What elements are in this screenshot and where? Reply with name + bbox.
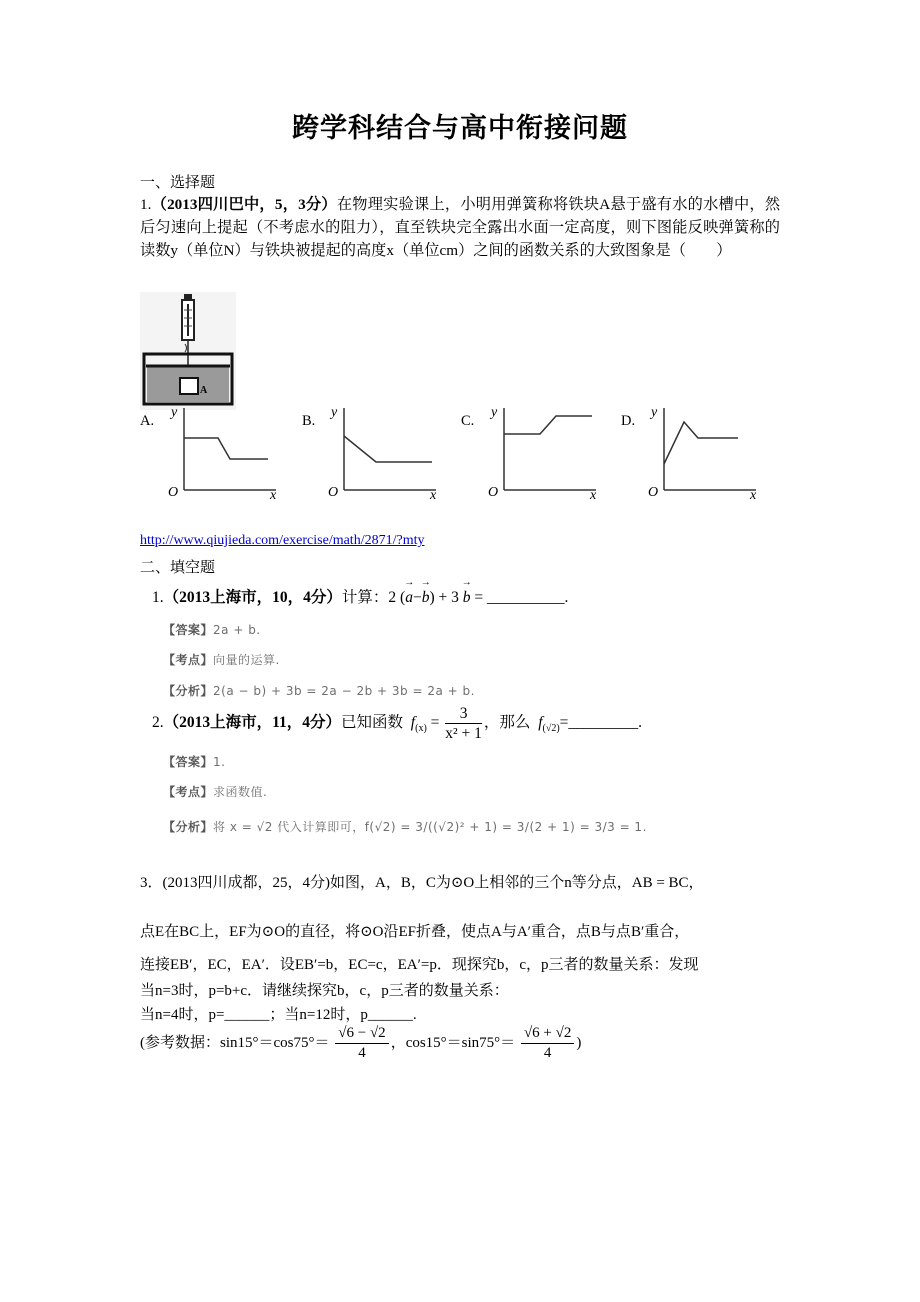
reference-mid: ，cos15°＝sin75°＝ [390, 1034, 516, 1051]
graph-option-a [164, 402, 284, 502]
reference-suffix: ) [576, 1034, 582, 1051]
graph-option-c [484, 402, 604, 502]
analysis-tag: 【分析】 [163, 820, 214, 834]
y-axis-label: y [491, 405, 498, 420]
origin-label: O [488, 485, 499, 500]
answer-blank-2: =_________. [559, 714, 643, 732]
y-axis-label: y [651, 405, 658, 420]
question-1-text: 在物理实验课上，小明用弹簧称将铁块A悬于盛有水的水槽中，然后匀速向上提起（不考虑水的阻力），直至铁块完全露出水面一定高度，则下图能反映弹簧称的读数y（单位N）与铁块被提起的高度x（单位cm）之间的函数关系的大致图象是（ ） [140, 196, 781, 259]
fq2-answer [163, 753, 225, 770]
point-text: 向量的运算. [213, 653, 280, 667]
section-heading-choice: 一、选择题 [140, 175, 216, 191]
equals-sign: = [474, 589, 484, 606]
question-1 [140, 193, 780, 262]
answer-tag: 【答案】 [163, 623, 214, 637]
question-1-number: 1. [140, 196, 152, 213]
block-label: A [200, 385, 208, 396]
vector-a: → a [405, 589, 413, 607]
page-title: 跨学科结合与高中衔接问题 [292, 113, 628, 143]
reference-prefix: (参考数据：sin15°＝cos75°＝ [140, 1034, 330, 1051]
function-fraction [445, 704, 482, 743]
fraction-denominator: x² + 1 [445, 725, 482, 742]
fill-question-1-number: 1. [152, 589, 164, 606]
fq1-answer [163, 621, 261, 638]
reference-data [140, 1024, 581, 1063]
fill-question-2-prefix: 已知函数 [341, 714, 404, 732]
fill-question-2-then: ，那么 [483, 714, 531, 732]
option-c-label: C. [461, 413, 475, 429]
option-a-label: A. [140, 413, 155, 429]
answer-text: 2a + b. [213, 623, 261, 637]
point-tag: 【考点】 [163, 653, 214, 667]
reference-fraction-1 [335, 1024, 388, 1063]
minus-sign: − [412, 589, 422, 606]
analysis-tag: 【分析】 [163, 684, 214, 698]
y-axis-label: y [171, 405, 178, 420]
point-text: 求函数值. [213, 785, 268, 799]
equals-sign: = [430, 714, 440, 732]
analysis-text: 2(a − b) + 3b = 2a − 2b + 3b = 2a + b. [213, 684, 475, 698]
origin-label: O [648, 485, 659, 500]
x-axis-label: x [590, 488, 597, 502]
question-3-line-5: 当n=4时，p=______；当n=12时，p______. [140, 1007, 417, 1023]
origin-label: O [328, 485, 339, 500]
vector-b-2: → b [463, 589, 471, 607]
fraction-numerator: √6 − √2 [335, 1024, 388, 1044]
fq1-analysis [163, 682, 475, 699]
y-axis-label: y [331, 405, 338, 420]
option-b-label: B. [302, 413, 316, 429]
answer-text: 1. [213, 755, 226, 769]
analysis-text: 将 x = √2 代入计算即可，f(√2) = 3/((√2)² + 1) = 3/(2 + 1) = 3/3 = 1. [213, 820, 647, 834]
origin-label: O [168, 485, 179, 500]
subscript-root2: (√2) [542, 723, 560, 735]
subscript-x: (x) [415, 723, 427, 735]
fill-question-2 [152, 704, 642, 743]
question-3-line-3: 连接EB′，EC，EA′．设EB′=b，EC=c，EA′=p．现探究b，c，p三者的数量关系：发现 [140, 957, 699, 973]
fraction-numerator: 3 [445, 704, 482, 724]
question-3-line-2: 点E在BC上，EF为⊙O的直径，将⊙O沿EF折叠，使点A与A′重合，点B与点B′重合， [140, 924, 690, 940]
fq2-point [163, 783, 267, 800]
fill-question-2-source: （2013上海市，11，4分） [163, 714, 342, 732]
function-f-2: f [538, 714, 543, 732]
reference-fraction-2 [521, 1024, 574, 1063]
fraction-numerator: √6 + √2 [521, 1024, 574, 1044]
fq1-point [163, 651, 280, 668]
section-heading-fill: 二、填空题 [140, 560, 216, 576]
fraction-denominator: 4 [543, 1045, 552, 1061]
option-d-label: D. [621, 413, 636, 429]
fq2-analysis [163, 818, 647, 835]
spring-scale-figure [140, 292, 236, 410]
x-axis-label: x [430, 488, 437, 502]
answer-blank: __________. [487, 589, 569, 606]
fill-question-1-prefix: 计算：2 [341, 589, 397, 606]
fill-question-1-mid: + 3 [438, 589, 459, 606]
question-1-source: （2013四川巴中，5，3分） [151, 196, 337, 213]
point-tag: 【考点】 [163, 785, 214, 799]
vector-b: → b [422, 589, 430, 607]
answer-tag: 【答案】 [163, 755, 214, 769]
fill-question-1-source: （2013上海市，10，4分） [163, 589, 342, 606]
graph-option-d [644, 402, 764, 502]
graph-option-b [324, 402, 444, 502]
fill-question-2-number: 2. [152, 714, 164, 732]
x-axis-label: x [270, 488, 277, 502]
question-3-line-4: 当n=3时，p=b+c．请继续探究b，c，p三者的数量关系： [140, 983, 509, 999]
question-3-line-1: 3．(2013四川成都，25，4分)如图，A，B，C为⊙O上相邻的三个n等分点，AB = BC， [140, 875, 704, 891]
function-f: f [410, 714, 416, 732]
source-link[interactable]: http://www.qiujieda.com/exercise/math/2871/?mty [140, 533, 425, 548]
fraction-denominator: 4 [358, 1045, 366, 1061]
fill-question-1: 1.（2013上海市，10，4分）计算：2 (→ a−→ b) + 3 → b = __________. [152, 585, 568, 607]
x-axis-label: x [750, 488, 757, 502]
